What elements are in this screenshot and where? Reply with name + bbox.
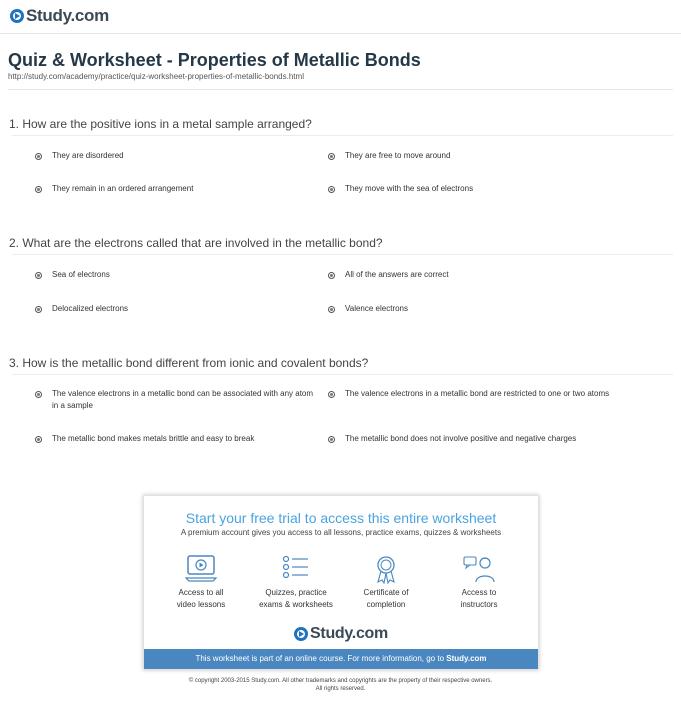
promo-bar-link[interactable]: Study.com <box>446 654 487 663</box>
study-logo[interactable] <box>10 6 109 26</box>
copyright-line: © copyright 2003-2015 Study.com. All other trademarks and copyrights are the property of their respective owners. <box>188 678 493 684</box>
question-text: 2. What are the electrons called that are involved in the metallic bond? <box>9 236 383 250</box>
radio-icon[interactable] <box>328 391 335 398</box>
radio-icon[interactable] <box>35 272 42 279</box>
radio-icon[interactable] <box>328 306 335 313</box>
feature-certificate <box>341 554 431 611</box>
answer-option[interactable]: The metallic bond makes metals brittle and easy to break <box>35 433 317 445</box>
answer-option[interactable]: They move with the sea of electrons <box>328 183 610 195</box>
feature-label: Certificate of completion <box>363 588 409 609</box>
quiz-list-icon <box>280 554 312 584</box>
feature-quizzes <box>251 554 341 611</box>
answer-option[interactable]: All of the answers are correct <box>328 269 610 281</box>
feature-video-lessons <box>156 554 246 611</box>
question-3 <box>8 356 673 375</box>
study-logo-icon <box>10 9 24 23</box>
promo-subtitle: A premium account gives you access to all lessons, practice exams, quizzes & worksheets <box>180 528 502 537</box>
answer-option[interactable]: They remain in an ordered arrangement <box>35 183 317 195</box>
title-divider <box>8 89 673 90</box>
promo-title[interactable]: Start your free trial to access this entire worksheet <box>185 510 497 526</box>
certificate-icon <box>370 554 402 584</box>
question-divider <box>12 254 673 255</box>
promo-bar-text: This worksheet is part of an online course. For more information, go to <box>195 654 447 663</box>
brand-name: Study.com <box>26 6 109 25</box>
question-divider <box>12 135 673 136</box>
radio-icon[interactable] <box>328 186 335 193</box>
radio-icon[interactable] <box>35 186 42 193</box>
answer-option[interactable]: Valence electrons <box>328 303 610 315</box>
instructor-icon <box>463 554 495 584</box>
question-divider <box>12 374 673 375</box>
radio-icon[interactable] <box>35 153 42 160</box>
free-trial-promo[interactable] <box>143 495 539 670</box>
answer-option[interactable]: The valence electrons in a metallic bond can be associated with any atom in a sample <box>35 388 317 412</box>
radio-icon[interactable] <box>35 436 42 443</box>
promo-info-bar <box>144 649 538 669</box>
answer-option[interactable]: They are disordered <box>35 150 317 162</box>
radio-icon[interactable] <box>35 306 42 313</box>
question-1 <box>8 117 673 136</box>
answer-option[interactable]: The valence electrons in a metallic bond are restricted to one or two atoms <box>328 388 610 400</box>
study-logo-icon <box>294 627 308 641</box>
page-title: Quiz & Worksheet - Properties of Metallic Bonds <box>8 50 421 70</box>
video-lesson-icon <box>185 554 217 584</box>
question-text: 1. How are the positive ions in a metal sample arranged? <box>9 117 312 131</box>
radio-icon[interactable] <box>328 153 335 160</box>
feature-label: Access to all video lessons <box>176 588 226 609</box>
answer-option[interactable]: They are free to move around <box>328 150 610 162</box>
radio-icon[interactable] <box>328 436 335 443</box>
feature-label: Access to instructors <box>460 588 498 609</box>
answer-option[interactable]: Sea of electrons <box>35 269 317 281</box>
page-url: http://study.com/academy/practice/quiz-worksheet-properties-of-metallic-bonds.html <box>8 72 304 81</box>
rights-line: All rights reserved. <box>315 686 366 692</box>
feature-label: Quizzes, practice exams & worksheets <box>259 588 333 609</box>
answer-option[interactable]: Delocalized electrons <box>35 303 317 315</box>
header-divider <box>0 33 681 34</box>
answer-option[interactable]: The metallic bond does not involve positive and negative charges <box>328 433 610 445</box>
promo-study-logo[interactable] <box>144 625 538 643</box>
brand-name: Study.com <box>310 625 388 642</box>
question-text: 3. How is the metallic bond different from ionic and covalent bonds? <box>9 356 369 370</box>
feature-instructors <box>434 554 524 611</box>
radio-icon[interactable] <box>35 391 42 398</box>
copyright-footer <box>0 677 681 693</box>
radio-icon[interactable] <box>328 272 335 279</box>
question-2 <box>8 236 673 255</box>
